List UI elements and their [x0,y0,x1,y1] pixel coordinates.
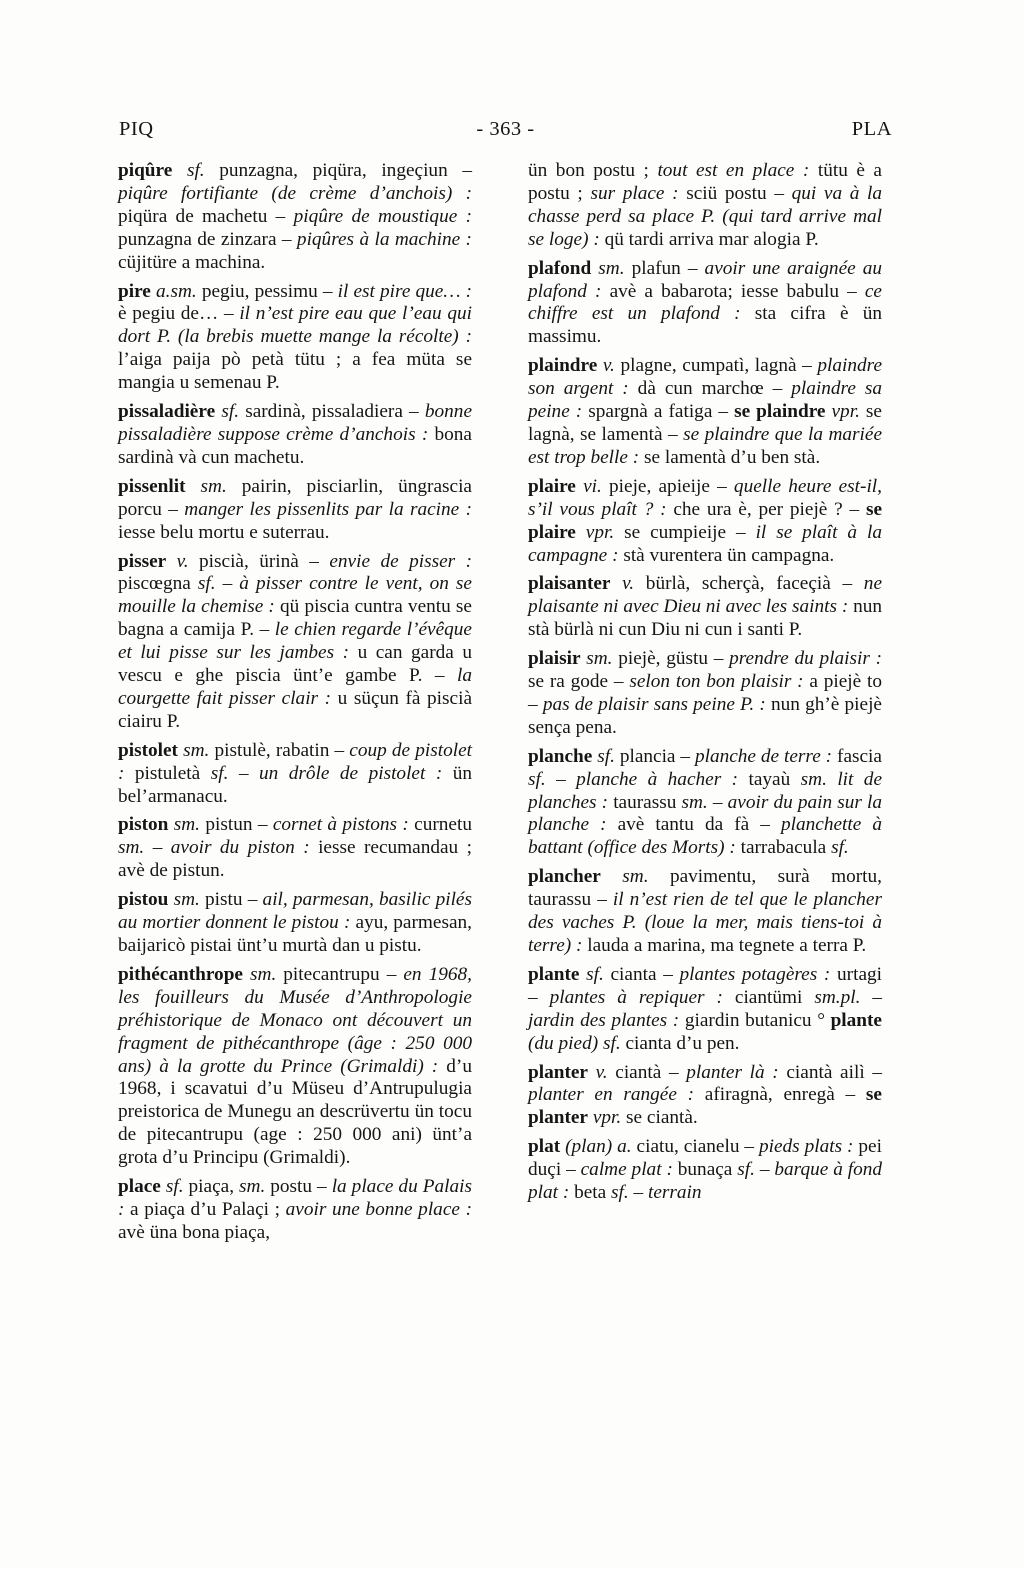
right-column [528,160,882,1211]
italic-text: vpr. [831,401,860,423]
entry-run: stà vurentera ün campagna. [618,544,835,566]
italic-text: planter en rangée : [528,1084,695,1106]
entry-text [118,889,472,958]
dictionary-entry [118,160,472,275]
italic-text: envie de pisser : [329,550,472,572]
italic-text: sf. [221,401,240,423]
italic-text: avoir du piston : [170,837,310,859]
italic-text: qui va à la chasse perd sa place P. (qui tard arrive mal se loge) : [528,182,883,250]
entry-run: spargnà a fatiga – [582,401,735,423]
entry-run: beta [569,1182,612,1204]
entry-run: pistu – [199,889,263,911]
headword: plante [830,1009,882,1031]
entry-run: a piejè to – [528,671,882,715]
entry-run [601,866,622,887]
headword: pithécanthrope [118,963,243,985]
entry-run: ciantà – [607,1061,687,1083]
entry-run [172,160,187,181]
italic-text: avoir du pain sur la planche : [528,791,882,836]
italic-text: barque à fond plat : [528,1159,883,1204]
entry-run: nun gh’è piejè sença pena. [528,693,882,738]
entry-run: qü tardi arriva mar alogia P. [599,228,819,250]
italic-text: manger les pissenlits par la racine : [184,498,472,520]
italic-text: a. [617,1136,632,1158]
dictionary-entry [118,551,472,734]
headword: piqûre [118,160,173,181]
italic-text: sm.pl. [814,986,861,1008]
entry-run: piaça, [183,1176,240,1198]
italic-text: sm. [800,768,827,790]
entry-run: piqüra de machetu – [118,205,294,227]
entry-run: u can garda u vescu e ghe piscia ünt’e gambe P. – [118,642,472,687]
entry-text [528,476,882,568]
italic-text: se plaindre que la mariée est trop belle : [528,423,882,468]
italic-text: lit de planches : [528,768,882,813]
entry-run: plafun – [624,257,705,279]
entry-run: ciatu, cianelu – [631,1136,759,1158]
entry-run: urtagi – [528,963,882,1008]
italic-text: sf. [737,1159,755,1181]
entry-text [528,573,882,642]
headword: se plaire [528,498,882,543]
entry-run: plancia – [614,745,695,767]
italic-text: pieds plats : [758,1136,854,1158]
italic-text: avoir une bonne place : [285,1198,472,1220]
entry-run: tayaù [738,768,801,790]
headword: pissaladière [118,401,216,423]
entry-text [528,866,882,958]
dictionary-entry [528,1062,882,1131]
entry-run: – [707,791,728,813]
entry-text [528,648,882,740]
italic-text: sm. [173,889,200,911]
italic-text: sf. [197,573,216,595]
italic-text: sf. [602,1032,621,1054]
headword: plaisir [528,648,581,670]
entry-run: sciü postu – [678,182,792,204]
dictionary-entry [118,281,472,396]
entry-run: è pegiu de… – [118,303,240,325]
italic-text: cornet à pistons : [272,814,409,836]
entry-run: bona sardinà và cun machetu. [118,423,472,468]
italic-text: ne plaisante ni avec Dieu ni avec les saints : [528,573,882,618]
italic-text: à pisser contre le vent, on se mouille la chemise : [118,573,472,618]
headword: plaisanter [528,573,611,595]
italic-text: (du pied) [528,1032,599,1054]
entry-run: – [228,762,259,784]
entry-run: d’u 1968, i scavatui d’u Müseu d’Antrupulugia preistorica de Munegu an descrüvertu ün tocu de pitecantrupu (age : 250 000 ani) ünt’a grota d’u Principu (Grimaldi). [118,1055,472,1169]
italic-text: selon ton bon plaisir : [629,671,804,693]
entry-text [118,160,472,275]
entry-run: – [545,768,577,790]
italic-text: ail, parmesan, basilic pilés au mortier donnent le pistou : [118,889,472,934]
entry-run: pei duçi – [528,1136,882,1181]
italic-text: bonne pissaladière suppose crème d’anchois : [118,401,472,445]
headword: pistolet [118,739,178,761]
italic-text: v. [602,355,615,377]
italic-text: vi. [583,475,602,497]
dictionary-entry [118,401,472,470]
entry-run [576,476,583,497]
italic-text: la courgette fait pisser clair : [118,665,472,709]
entry-text [118,964,472,1170]
italic-text: le chien regarde l’évêque et lui pisse sur les jambes : [118,619,472,664]
header-left-guide-word: PIQ [119,118,154,140]
italic-text: la place du Palais : [118,1176,472,1220]
entry-text [118,476,472,545]
entry-run: bunaça [672,1159,738,1181]
entry-run: dà cun marchœ – [628,378,792,400]
entry-text [118,281,472,396]
entry-run: se lamentà d’u ben stà. [639,446,821,468]
italic-text: sm. [183,739,210,761]
headword: plante [528,963,580,985]
entry-run: punzagna, piqüra, ingeçiun – [204,160,472,181]
entry-text [528,1136,882,1205]
italic-text: sm. [118,837,145,859]
dictionary-entry [528,160,882,252]
dictionary-entry [118,476,472,545]
italic-text: quelle heure est-il, s’il vous plaît ? : [528,475,882,520]
entry-run: u süçun fà piscià ciairu P. [118,687,473,732]
entry-run: sardinà, pissaladiera – [239,401,425,423]
italic-text: sf. [831,837,849,859]
entry-run: pitecantrupu – [276,963,404,985]
italic-text: sm. [173,814,200,836]
entry-text [528,746,882,861]
dictionary-entry [118,740,472,809]
entry-run: tarrabacula [735,837,832,859]
entry-run: l’aiga paija pò petà tütu ; a fea müta se mangia u semenau P. [118,349,472,394]
dictionary-entry [118,1176,472,1245]
dictionary-entry [528,964,882,1056]
italic-text: calme plat : [580,1159,673,1181]
entry-run: ciantümi [722,986,815,1008]
headword: pire [118,280,151,302]
entry-run: taurassu [608,791,682,813]
headword: plafond [528,257,592,279]
headword: pisser [118,550,167,572]
italic-text: pas de plaisir sans peine P. : [542,693,766,715]
dictionary-entry [528,866,882,958]
entry-run: ün bel’armanacu. [118,762,473,807]
entry-run: avè a babarota; iesse babulu – [601,280,865,302]
entry-run [166,551,176,572]
italic-text: sf. [528,768,546,790]
headword: pissenlit [118,475,186,497]
headword: plancher [528,866,601,888]
entry-run: pistuletà [124,762,211,784]
entry-run: punzagna de zinzara – [118,228,297,250]
italic-text: a.sm. [155,280,197,302]
headword: se plaindre [734,401,826,423]
headword: plat [528,1136,561,1158]
page-header [119,118,892,148]
italic-text: piqûres à la machine : [296,228,472,250]
entry-run: giardin butanicu ° [679,1009,831,1031]
italic-text: piqûre de moustique : [293,205,472,227]
italic-text: v. [622,573,635,595]
entry-run [610,573,622,594]
italic-text: sm. [239,1176,266,1198]
entry-run: avè tantu da fà – [606,814,781,836]
entry-run: bürlà, scherçà, faceçià – [634,573,864,595]
italic-text: sf. [186,160,205,181]
italic-text: plaindre sa peine : [528,378,882,423]
entry-run: ayu, parmesan, baijaricò pistai ünt’u murtà dan u pistu. [118,912,472,956]
entry-run: curnetu [408,814,472,836]
entry-run: postu – [265,1176,332,1198]
dictionary-entry [528,746,882,861]
italic-text: sf. [586,963,604,985]
italic-text: (plan) [565,1136,613,1158]
headword: piston [118,814,169,836]
italic-text: sf. [597,745,615,767]
entry-run: piscià, ürinà – [188,550,330,572]
italic-text: planter là : [686,1061,779,1083]
italic-text: tout est en place : [657,160,810,181]
entry-text [118,1176,472,1245]
entry-run: – [215,573,240,595]
italic-text: v. [595,1061,608,1083]
entry-run: cianta d’u pen. [620,1032,740,1054]
headword: pistou [118,889,169,911]
entry-run [243,964,250,985]
dictionary-entry [118,814,472,883]
italic-text: sf. [210,762,229,784]
entry-text [528,160,882,252]
entry-run: nun stà bürlà ni cun Diu ni cun i santi P. [528,596,882,641]
entry-run: – [144,837,171,859]
dictionary-entry [528,1136,882,1205]
italic-text: sm. [598,257,625,279]
headword: plaindre [528,355,598,377]
entry-run: – [860,986,883,1008]
dictionary-entry [528,476,882,568]
entry-run: iesse belu mortu e suterrau. [118,521,330,543]
entry-run: se ra gode – [528,671,630,693]
entry-run: lauda a marina, ma tegnete a terra P. [582,935,867,956]
italic-text: sf. [165,1176,184,1198]
entry-run: piejè, güstu – [612,648,730,670]
entry-run: cüjitüre a machina. [118,251,266,273]
headword: plaire [528,475,576,497]
italic-text: plantes potagères : [679,963,831,985]
italic-text: planche de terre : [694,745,833,767]
italic-text: ce chiffre est un plafond : [528,280,882,325]
headword: planche [528,745,593,767]
entry-run: iesse recumandau ; avè de pistun. [118,837,472,882]
italic-text: sm. [250,963,277,985]
italic-text: sm. [681,791,708,813]
entry-run: afiragnà, enregà – [694,1084,866,1106]
italic-text: jardin des plantes : [528,1009,680,1031]
entry-run: che ura è, per piejè ? – [666,498,866,520]
italic-text: il est pire que… : [337,280,473,302]
italic-text: vpr. [585,521,615,543]
italic-text: un drôle de pistolet : [258,762,443,784]
entry-run: se cumpieije – [614,521,756,543]
italic-text: piqûre fortifiante (de crème d’anchois) : [118,182,472,204]
italic-text: prendre du plaisir : [729,648,882,670]
left-column [118,160,472,1251]
entry-run: qü piscia cuntra ventu se bagna a camija P. – [118,596,472,641]
italic-text: il n’est pire eau que l’eau qui dort P. (la brebis muette mange la récolte) : [118,303,472,348]
dictionary-entry [528,258,882,350]
entry-run: fascia [832,745,882,767]
entry-run: tütu è a postu ; [528,160,882,204]
dictionary-entry [528,573,882,642]
entry-run [827,769,837,790]
italic-text: avoir une araignée au plafond : [528,257,883,302]
italic-text: en 1968, les fouilleurs du Musée d’Anthropologie préhistorique de Monaco ont découvert un fragment de pithécanthrope (âge : 250 000 ans) à la grotte du Prince (Grimaldi) : [118,963,472,1077]
entry-text [528,258,882,350]
page-number: - 363 - [476,118,535,140]
entry-run: – [628,1182,648,1204]
italic-text: plaindre son argent : [528,355,883,400]
italic-text: sf. [611,1182,629,1204]
entry-run [186,476,201,497]
entry-text [118,740,472,809]
entry-text [118,551,472,734]
italic-text: il n’est rien de tel que le plancher des vaches P. (loue la mer, mais tiens-toi à terre) : [528,889,882,956]
italic-text: sm. [200,475,227,497]
header-right-guide-word: PLA [851,118,892,140]
headword: planter [528,1061,588,1083]
entry-text [528,355,882,470]
entry-text [118,814,472,883]
entry-run: pegiu, pessimu – [196,280,338,302]
entry-run: se ciantà. [621,1107,698,1129]
entry-run: pairin, pisciarlin, üngrascia porcu – [118,475,472,520]
entry-run: cianta – [603,963,680,985]
italic-text: terrain [647,1182,702,1204]
italic-text: planchette à battant (office des Morts) : [528,814,882,859]
entry-run: pieje, apieije – [601,475,734,497]
entry-run [576,522,586,543]
dictionary-entry [118,964,472,1170]
entry-run: avè üna bona piaça, [118,1221,271,1243]
entry-run: a piaça d’u Palaçi ; [124,1198,286,1220]
entry-text [528,964,882,1056]
italic-text: v. [176,550,189,572]
entry-run: pavimentu, surà mortu, taurassu – [528,866,882,911]
italic-text: sm. [586,648,613,670]
entry-run: pistulè, rabatin – [209,739,350,761]
dictionary-entry [528,648,882,740]
entry-run: piscœgna [118,573,198,595]
italic-text: il se plaît à la campagne : [528,521,882,566]
headword: se planter [528,1084,882,1129]
headword: place [118,1176,161,1198]
italic-text: plantes à repiquer : [549,986,723,1008]
entry-run: ün bon postu ; [528,160,658,181]
entry-run: se lagnà, se lamentà – [528,401,882,445]
italic-text: planche à hacher : [576,768,739,790]
entry-run: ciantà ailì – [778,1061,882,1083]
entry-run: plagne, cumpatì, lagnà – [614,355,818,377]
italic-text: vpr. [592,1107,622,1129]
dictionary-entry [528,355,882,470]
italic-text: coup de pistolet : [118,739,472,784]
entry-run: – [754,1159,775,1181]
entry-text [528,1062,882,1131]
dictionary-entry [118,889,472,958]
italic-text: sur place : [590,182,679,204]
entry-run: sta cifra è ün massimu. [528,303,883,348]
entry-run [588,1062,596,1083]
entry-text [118,401,472,470]
italic-text: sm. [622,866,649,888]
entry-run: pistun – [199,814,273,836]
